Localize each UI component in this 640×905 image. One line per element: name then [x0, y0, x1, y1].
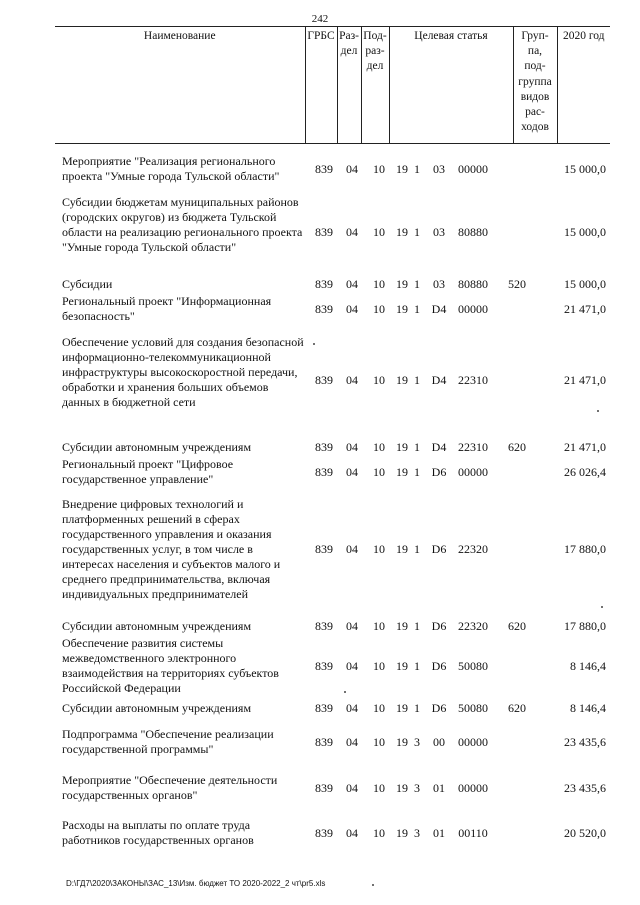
row-grbs: 839: [315, 735, 333, 749]
row-p2: 3: [414, 781, 420, 795]
row-razdel: 04: [346, 440, 358, 454]
row-p3: 03: [433, 225, 445, 239]
row-amount: 23 435,6: [564, 735, 606, 749]
header-razdel-label: Раз- дел: [339, 30, 359, 58]
row-name: Обеспечение условий для создания безопасной информационно-телекоммуникационной инфраструктуры высокоскоростной передачи, обработки и хранения больших объемов данных в бюджетной сети: [62, 335, 304, 409]
row-razdel: 04: [346, 373, 358, 387]
row-podrazdel: 10: [373, 659, 385, 673]
row-podrazdel: 10: [373, 701, 385, 715]
row-grbs: 839: [315, 373, 333, 387]
scan-speck: [601, 606, 603, 608]
row-p4: 22310: [458, 373, 488, 387]
row-grbs: 839: [315, 277, 333, 291]
header-target-label: Целевая статья: [414, 30, 488, 42]
scan-speck: [597, 410, 599, 412]
row-p4: 00000: [458, 162, 488, 176]
scan-speck: [344, 691, 346, 693]
scan-speck: [313, 343, 315, 345]
row-name: Субсидии автономным учреждениям: [62, 440, 252, 454]
row-p1: 19: [396, 225, 408, 239]
row-podrazdel: 10: [373, 162, 385, 176]
row-podrazdel: 10: [373, 373, 385, 387]
row-p1: 19: [396, 542, 408, 556]
row-p3: D4: [431, 373, 447, 387]
row-p1: 19: [396, 826, 408, 840]
row-name: Субсидии: [62, 277, 113, 291]
row-razdel: 04: [346, 302, 358, 316]
row-p3: D6: [431, 465, 447, 479]
row-vid: 620: [508, 440, 526, 454]
row-p4: 00000: [458, 781, 488, 795]
row-name: Внедрение цифровых технологий и платформенных решений в сферах государственного управления и оказания государственных услуг, в том числе в интересах населения и субъектов малого и среднего предпринимательства, включая индивидуальных предпринимателей: [62, 497, 281, 601]
row-p3: D6: [431, 659, 447, 673]
row-p2: 1: [414, 277, 420, 291]
scan-speck: [372, 884, 374, 886]
row-podrazdel: 10: [373, 440, 385, 454]
row-razdel: 04: [346, 277, 358, 291]
row-razdel: 04: [346, 826, 358, 840]
row-p4: 80880: [458, 277, 488, 291]
row-p2: 1: [414, 162, 420, 176]
row-p1: 19: [396, 440, 408, 454]
row-name: Субсидии автономным учреждениям: [62, 701, 252, 715]
header-vid: [513, 27, 557, 144]
row-razdel: 04: [346, 619, 358, 633]
header-name-label: Наименование: [143, 30, 216, 42]
row-podrazdel: 10: [373, 465, 385, 479]
row-grbs: 839: [315, 659, 333, 673]
row-amount: 8 146,4: [570, 701, 606, 715]
header-target: [389, 27, 513, 144]
row-p3: D4: [431, 440, 447, 454]
row-p4: 00000: [458, 735, 488, 749]
page-number: 242: [311, 13, 329, 25]
column-header-table: [55, 26, 610, 144]
row-razdel: 04: [346, 465, 358, 479]
row-grbs: 839: [315, 826, 333, 840]
row-p1: 19: [396, 277, 408, 291]
row-p3: 01: [433, 826, 445, 840]
row-p3: D4: [431, 302, 447, 316]
row-podrazdel: 10: [373, 781, 385, 795]
row-vid: 620: [508, 701, 526, 715]
row-p2: 3: [414, 826, 420, 840]
row-amount: 21 471,0: [564, 440, 606, 454]
row-amount: 26 026,4: [564, 465, 606, 479]
row-p1: 19: [396, 373, 408, 387]
row-razdel: 04: [346, 659, 358, 673]
row-p4: 00110: [458, 826, 488, 840]
row-p2: 1: [414, 701, 420, 715]
header-year-label: 2020 год: [562, 30, 605, 42]
row-grbs: 839: [315, 701, 333, 715]
row-p1: 19: [396, 659, 408, 673]
row-p3: 00: [433, 735, 445, 749]
row-p4: 50080: [458, 701, 488, 715]
row-p4: 00000: [458, 302, 488, 316]
row-amount: 21 471,0: [564, 302, 606, 316]
row-p1: 19: [396, 701, 408, 715]
row-p1: 19: [396, 619, 408, 633]
row-name: Расходы на выплаты по оплате труда работников государственных органов: [62, 818, 254, 847]
row-p2: 1: [414, 542, 420, 556]
row-p4: 00000: [458, 465, 488, 479]
row-p3: D6: [431, 542, 447, 556]
row-vid: 520: [508, 277, 526, 291]
file-path-footer: D:\ГД7\2020\ЗАКОНЫ\ЗАС_13\Изм. бюджет ТО 2020-2022_2 чт\pr5.xls: [66, 879, 326, 888]
row-grbs: 839: [315, 162, 333, 176]
row-amount: 17 880,0: [564, 542, 606, 556]
row-grbs: 839: [315, 542, 333, 556]
row-p1: 19: [396, 465, 408, 479]
row-podrazdel: 10: [373, 542, 385, 556]
row-amount: 20 520,0: [564, 826, 606, 840]
row-p2: 1: [414, 440, 420, 454]
row-p4: 22320: [458, 542, 488, 556]
row-p3: 03: [433, 277, 445, 291]
row-name: Мероприятие "Обеспечение деятельности государственных органов": [62, 773, 278, 802]
row-amount: 15 000,0: [564, 225, 606, 239]
header-grbs-label: ГРБС: [307, 30, 335, 42]
row-name: Региональный проект "Информационная безопасность": [62, 294, 272, 323]
row-name: Подпрограмма "Обеспечение реализации государственной программы": [62, 727, 274, 756]
row-amount: 21 471,0: [564, 373, 606, 387]
row-p4: 22320: [458, 619, 488, 633]
row-amount: 15 000,0: [564, 162, 606, 176]
row-grbs: 839: [315, 302, 333, 316]
header-podrazdel-label: Под- раз- дел: [363, 30, 387, 73]
row-p3: D6: [431, 619, 447, 633]
row-grbs: 839: [315, 619, 333, 633]
row-p2: 1: [414, 465, 420, 479]
row-p3: D6: [431, 701, 447, 715]
row-p2: 1: [414, 225, 420, 239]
row-razdel: 04: [346, 735, 358, 749]
row-razdel: 04: [346, 162, 358, 176]
row-p1: 19: [396, 781, 408, 795]
row-amount: 15 000,0: [564, 277, 606, 291]
row-vid: 620: [508, 619, 526, 633]
header-vid-label: Груп- па, под- группа видов рас- ходов: [518, 30, 552, 134]
header-podrazdel: [361, 27, 389, 144]
row-name: Региональный проект "Цифровое государственное управление": [62, 457, 234, 486]
row-p2: 1: [414, 302, 420, 316]
row-p4: 22310: [458, 440, 488, 454]
row-p2: 3: [414, 735, 420, 749]
row-podrazdel: 10: [373, 277, 385, 291]
row-name: Обеспечение развития системы межведомственного электронного взаимодействия на территориях субъектов Российской Федерации: [62, 636, 279, 695]
row-name: Субсидии автономным учреждениям: [62, 619, 252, 633]
row-razdel: 04: [346, 225, 358, 239]
row-p3: 01: [433, 781, 445, 795]
row-grbs: 839: [315, 225, 333, 239]
row-grbs: 839: [315, 781, 333, 795]
row-amount: 8 146,4: [570, 659, 606, 673]
row-p3: 03: [433, 162, 445, 176]
row-grbs: 839: [315, 465, 333, 479]
row-p4: 80880: [458, 225, 488, 239]
row-razdel: 04: [346, 701, 358, 715]
header-name: [55, 27, 305, 144]
row-amount: 17 880,0: [564, 619, 606, 633]
row-p1: 19: [396, 302, 408, 316]
row-p2: 1: [414, 373, 420, 387]
header-grbs: [305, 27, 337, 144]
row-name: Субсидии бюджетам муниципальных районов (городских округов) из бюджета Тульской области на реализацию регионального проекта "Умные города Тульской области": [62, 195, 303, 254]
row-name: Мероприятие "Реализация регионального проекта "Умные города Тульской области": [62, 154, 280, 183]
row-amount: 23 435,6: [564, 781, 606, 795]
row-podrazdel: 10: [373, 826, 385, 840]
row-p2: 1: [414, 659, 420, 673]
row-p2: 1: [414, 619, 420, 633]
row-grbs: 839: [315, 440, 333, 454]
row-razdel: 04: [346, 542, 358, 556]
row-podrazdel: 10: [373, 302, 385, 316]
row-podrazdel: 10: [373, 225, 385, 239]
row-podrazdel: 10: [373, 735, 385, 749]
row-podrazdel: 10: [373, 619, 385, 633]
row-razdel: 04: [346, 781, 358, 795]
row-p1: 19: [396, 162, 408, 176]
row-p4: 50080: [458, 659, 488, 673]
row-p1: 19: [396, 735, 408, 749]
header-year: [557, 27, 610, 144]
header-razdel: [337, 27, 361, 144]
